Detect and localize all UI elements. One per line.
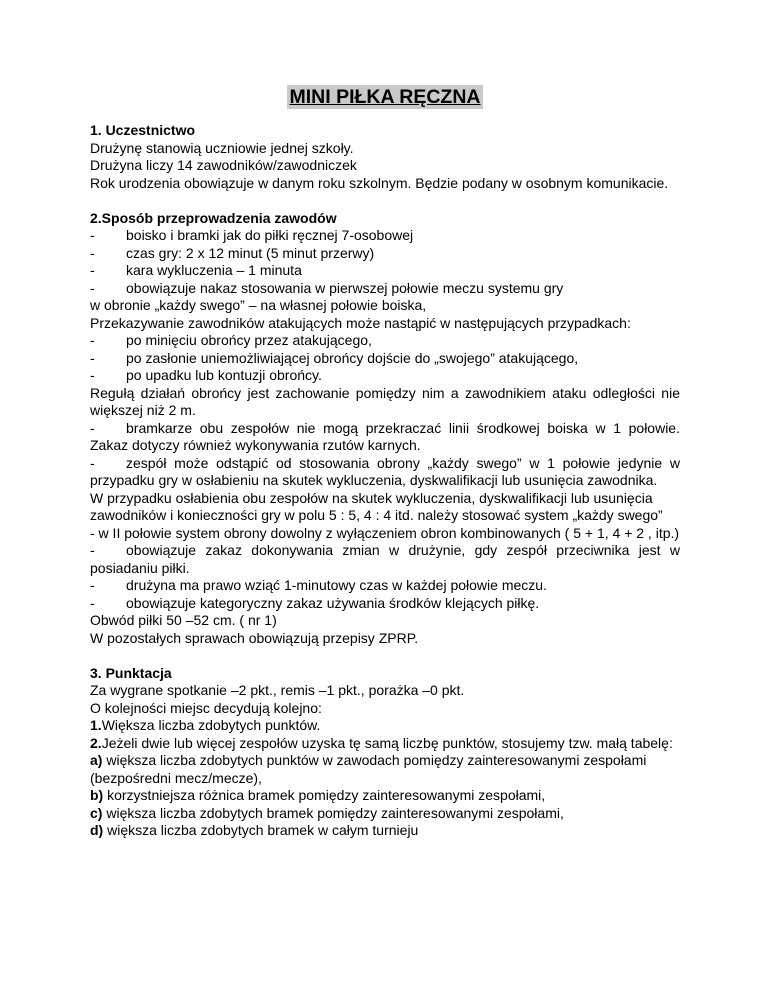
s2-paragraph-2: Regułą działań obrońcy jest zachowanie pomiędzy nim a zawodnikiem ataku odległości nie większej niż 2 m. [90, 384, 680, 418]
s2-item-2: - czas gry: 2 x 12 minut (5 minut przerwy) [90, 244, 375, 261]
section-1-heading: 1. Uczestnictwo [90, 122, 196, 138]
s2-item-1: - boisko i bramki jak do piłki ręcznej 7-osobowej [90, 227, 414, 243]
s1-line-2: Drużyna liczy 14 zawodników/zawodniczek [90, 157, 357, 173]
s2-item-9: - obowiązuje kategoryczny zakaz używania środków klejących piłkę. [90, 594, 540, 611]
page-title: MINI PIŁKA RĘCZNA [289, 86, 481, 108]
s3-rule-d: d) większa liczba zdobytych bramek w całym turnieju [90, 822, 419, 838]
s2-item-7: - obowiązuje zakaz dokonywania zmian w drużynie, gdy zespół przeciwnika jest w posiadaniu piłki. [90, 542, 680, 576]
s2-paragraph-5: Obwód piłki 50 –52 cm. ( nr 1) [90, 612, 277, 628]
document-body [90, 122, 680, 840]
s2-paragraph-1: Przekazywanie zawodników atakujących może nastąpić w następujących przypadkach: [90, 314, 631, 331]
s2-item-6: - zespół może odstąpić od stosowania obrony „każdy swego” w 1 połowie jedynie w przypadku gry w osłabieniu na skutek wykluczenia, dyskwalifikacji lub usunięcia zawodnika. [90, 454, 680, 488]
s2-paragraph-3: W przypadku osłabienia obu zespołów na skutek wykluczenia, dyskwalifikacji lub usunięcia zawodników i konieczności gry w polu 5 : 5, 4 : 4 itd. należy stosować system „każdy swego” [90, 489, 663, 523]
s2-paragraph-4: - w II połowie system obrony dowolny z wyłączeniem obron kombinowanych ( 5 + 1, 4 + 2 , itp.) [90, 524, 680, 541]
title-wrap [90, 85, 680, 109]
s1-line-3: Rok urodzenia obowiązuje w danym roku szkolnym. Będzie podany w osobnym komunikacie. [90, 174, 669, 191]
s3-rule-a: a) większa liczba zdobytych punktów w zawodach pomiędzy zainteresowanymi zespołami (bezpośredni mecz/mecze), [90, 752, 647, 786]
s3-rule-c: c) większa liczba zdobytych bramek pomiędzy zainteresowanymi zespołami, [90, 804, 564, 821]
s2-case-2: - po zasłonie uniemożliwiającej obrońcy dojście do „swojego” atakującego, [90, 349, 579, 366]
s2-paragraph-6: W pozostałych sprawach obowiązują przepisy ZPRP. [90, 629, 419, 646]
s1-line-1: Drużynę stanowią uczniowie jednej szkoły. [90, 139, 354, 156]
s2-item-4: - obowiązuje nakaz stosowania w pierwszej połowie meczu systemu gry [90, 279, 564, 296]
s2-case-3: - po upadku lub kontuzji obrońcy. [90, 367, 322, 383]
s2-item-3: - kara wykluczenia – 1 minuta [90, 262, 302, 278]
s2-item-8: - drużyna ma prawo wziąć 1-minutowy czas w każdej połowie meczu. [90, 577, 547, 593]
section-2-heading: 2.Sposób przeprowadzenia zawodów [90, 209, 337, 226]
s3-line-2: O kolejności miejsc decydują kolejno: [90, 699, 322, 716]
s3-rule-b: b) korzystniejsza różnica bramek pomiędzy zainteresowanymi zespołami, [90, 787, 546, 803]
s3-line-1: Za wygrane spotkanie –2 pkt., remis –1 pkt., porażka –0 pkt. [90, 682, 465, 698]
s2-case-1: - po minięciu obrońcy przez atakującego, [90, 332, 372, 348]
s2-item-4-cont: w obronie „każdy swego” – na własnej połowie boiska, [90, 297, 427, 313]
section-3-heading: 3. Punktacja [90, 664, 172, 681]
s2-item-5: - bramkarze obu zespołów nie mogą przekraczać linii środkowej boiska w 1 połowie. Zakaz dotyczy również wykonywania rzutów karnych. [90, 419, 680, 453]
s3-rule-1: 1.Większa liczba zdobytych punktów. [90, 717, 321, 733]
s3-rule-2: 2.Jeżeli dwie lub więcej zespołów uzyska tę samą liczbę punktów, stosujemy tzw. małą tabelę: [90, 734, 673, 751]
